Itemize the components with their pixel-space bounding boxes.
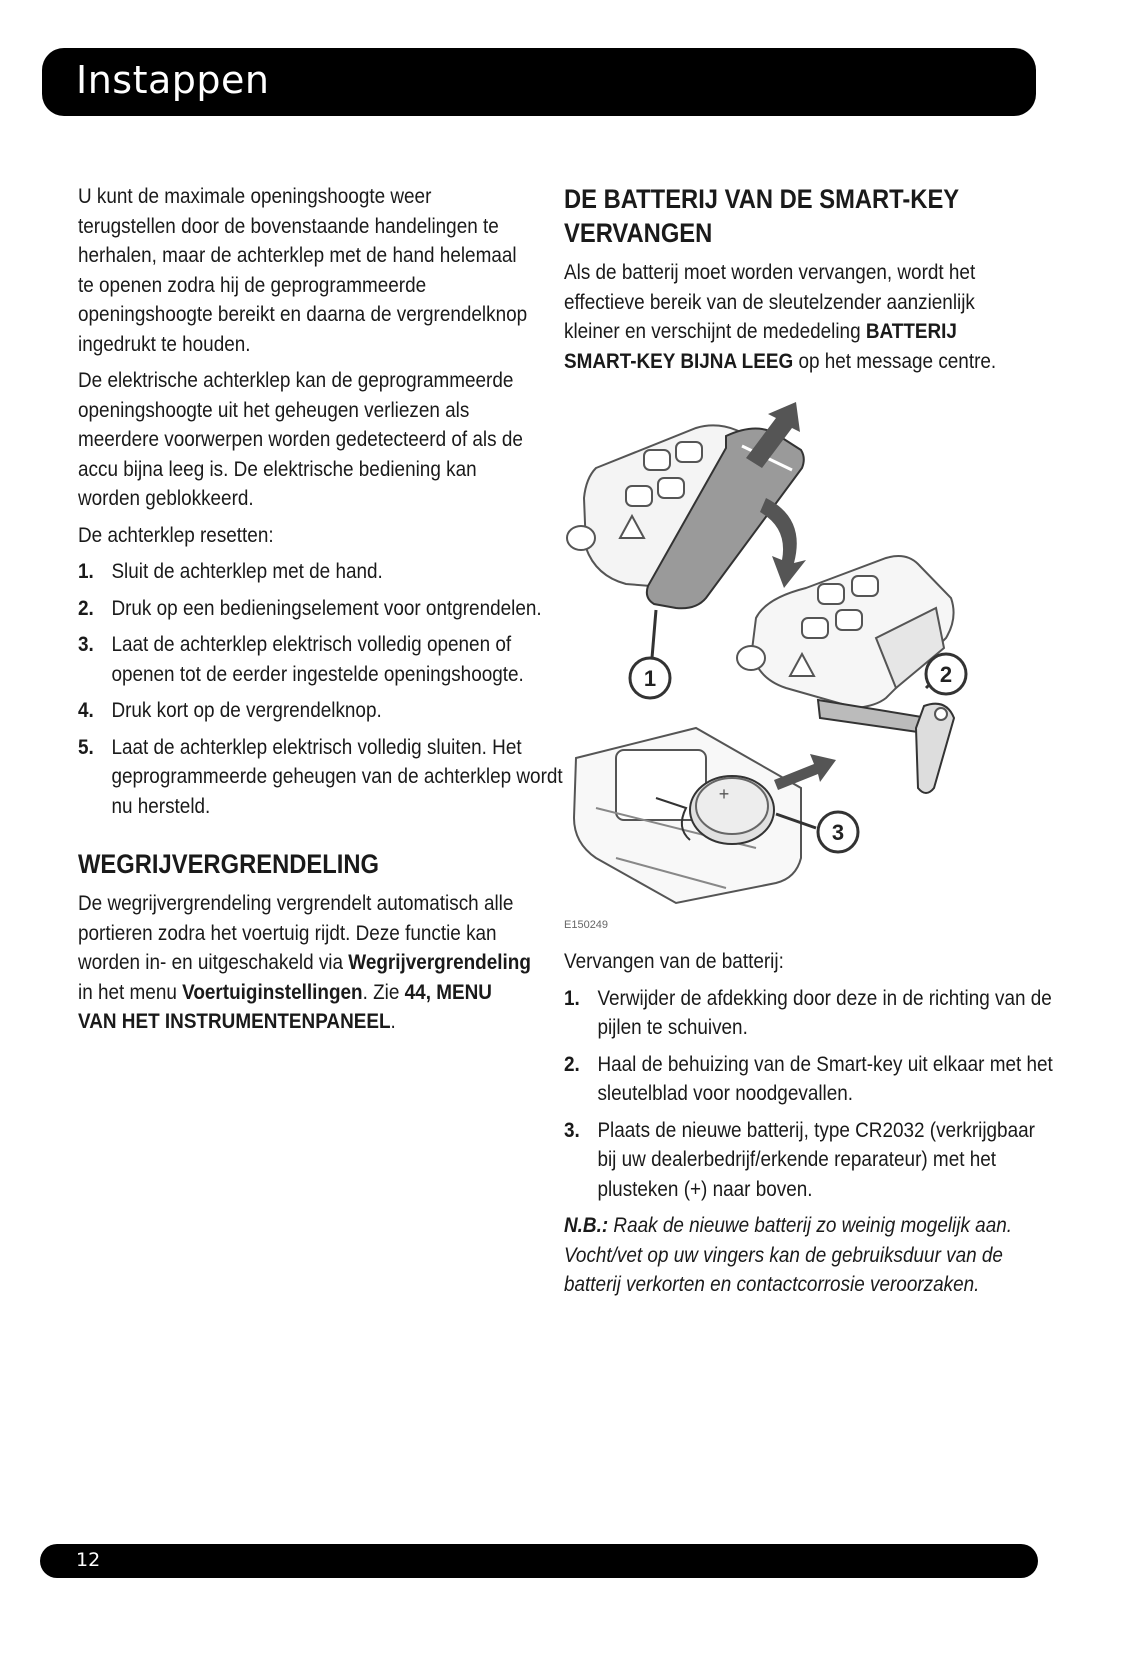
step-number: 3. — [78, 632, 94, 656]
list-item — [78, 696, 565, 726]
paragraph-wegrijvergrendeling — [78, 889, 531, 1037]
list-item — [78, 630, 565, 689]
step-number: 2. — [78, 595, 94, 620]
replace-steps-list — [564, 984, 1053, 1205]
list-item — [564, 1050, 1059, 1109]
step-number: 1. — [78, 559, 94, 583]
list-item — [78, 594, 565, 624]
list-item — [78, 557, 565, 587]
replace-intro: Vervangen van de batterij: — [564, 949, 784, 973]
header-bar — [42, 48, 1036, 116]
note-text: Raak de nieuwe batterij zo weinig mogelijk aan. Vocht/vet op uw vingers kan de gebruiksduur van de batterij verkorten en contactcorrosie veroorzaken. — [564, 1213, 1013, 1296]
paragraph-memory-loss: De elektrische achterklep kan de geprogrammeerde openingshoogte uit het geheugen verliezen als meerdere voorwerpen worden gedetecteerd of als de accu bijna leeg is. De elektrische bediening kan worden geblokkeerd. — [78, 368, 523, 510]
paragraph-reset-height: U kunt de maximale openingshoogte weer terugstellen door de bovenstaande handelingen te herhalen, maar de achterklep met de hand helemaal te openen zodra hij de geprogrammeerde openingshoogte bereikt en daarna de vergrendelknop ingedrukt te houden. — [78, 184, 528, 356]
step-number: 3. — [564, 1117, 580, 1142]
section-title-battery: DE BATTERIJ VAN DE SMART-KEY VERVANGEN — [564, 184, 959, 248]
list-item — [78, 733, 565, 822]
text-run: Als de batterij moet worden vervangen, wordt het effectieve bereik van de sleutelzender aanzienlijk kleiner en verschijnt de mededeling — [564, 260, 976, 343]
footer-bar — [40, 1544, 1038, 1578]
step-text: Verwijder de afdekking door deze in de richting van de pijlen te schuiven. — [597, 985, 1052, 1039]
reset-steps-list — [78, 557, 563, 821]
section-title-wegrijvergrendeling: WEGRIJVERGRENDELING — [78, 849, 380, 879]
callout-1: 1 — [643, 666, 657, 691]
text-run: op het message centre. — [793, 348, 997, 373]
text-run: De wegrijvergrendeling vergrendelt automatisch alle portieren zodra het voertuig rijdt. Deze functie kan worden in- en uitgeschakeld via — [78, 891, 514, 974]
note-label: N.B.: — [564, 1213, 609, 1237]
battery-plus-sign: + — [718, 784, 730, 804]
callout-3: 3 — [831, 820, 845, 845]
step-text: Plaats de nieuwe batterij, type CR2032 (verkrijgbaar bij uw dealerbedrijf/erkende reparateur) met het plusteken (+) naar boven. — [597, 1117, 1035, 1201]
step-text: Druk kort op de vergrendelknop. — [111, 698, 382, 722]
battery-replacement-illustration — [556, 388, 1016, 933]
cross-reference-link[interactable]: 44, MENU VAN HET INSTRUMENTENPANEEL — [78, 979, 492, 1033]
message-reference: BATTERIJ SMART-KEY BIJNA LEEG — [564, 319, 957, 373]
step-number: 5. — [78, 734, 94, 759]
menu-reference: Voertuiginstellingen — [182, 979, 363, 1004]
page-number: 12 — [76, 1549, 101, 1571]
step-number: 4. — [78, 698, 94, 722]
paragraph-battery-intro — [564, 258, 1025, 376]
step-number: 1. — [564, 985, 580, 1010]
step-text: Laat de achterklep elektrisch volledig openen of openen tot de eerder ingestelde openingshoogte. — [111, 632, 524, 686]
text-run: . — [390, 1009, 396, 1033]
left-column — [78, 182, 563, 1044]
page-title: Instappen — [76, 58, 270, 102]
list-item — [564, 984, 1059, 1043]
reset-intro: De achterklep resetten: — [78, 522, 274, 547]
callout-2: 2 — [939, 662, 953, 687]
figure-id: E150249 — [564, 919, 609, 931]
step-text: Haal de behuizing van de Smart-key uit elkaar met het sleutelblad voor noodgevallen. — [597, 1051, 1053, 1105]
right-column — [564, 182, 1053, 1307]
note-paragraph — [564, 1211, 1025, 1300]
list-item — [564, 1116, 1059, 1205]
step-number: 2. — [564, 1051, 580, 1076]
menu-item-reference: Wegrijvergrendeling — [348, 950, 531, 974]
step-text: Druk op een bedieningselement voor ontgrendelen. — [111, 595, 542, 620]
step-text: Sluit de achterklep met de hand. — [111, 559, 383, 583]
step-text: Laat de achterklep elektrisch volledig sluiten. Het geprogrammeerde geheugen van de achterklep wordt nu hersteld. — [111, 734, 563, 818]
text-run: . Zie — [362, 979, 405, 1004]
text-run: in het menu — [78, 979, 183, 1004]
